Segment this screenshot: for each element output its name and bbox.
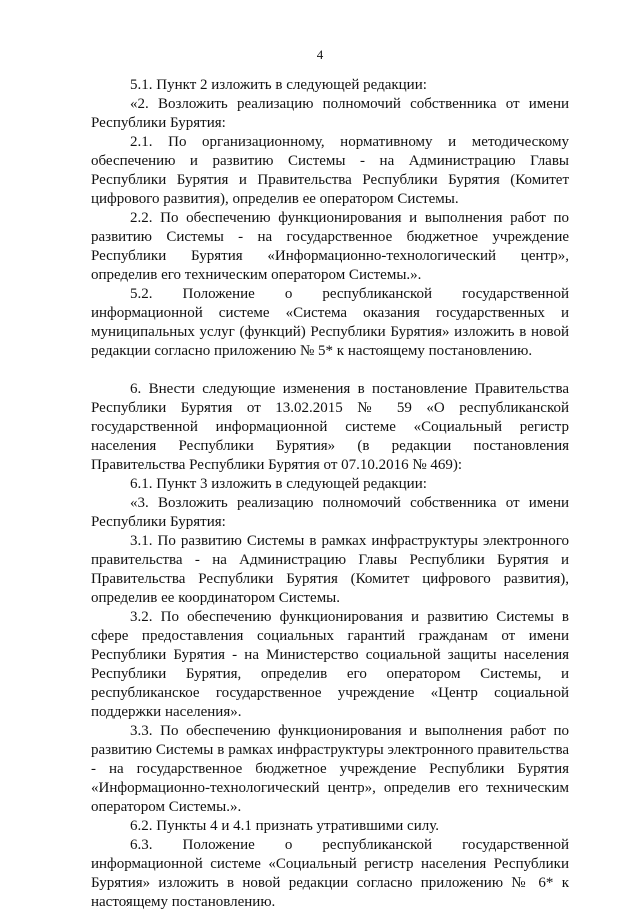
document-body xyxy=(91,76,569,912)
paragraph-5-1: 5.1. Пункт 2 изложить в следующей редакции: xyxy=(130,77,427,93)
paragraph-6-2: 6.2. Пункты 4 и 4.1 признать утратившими силу. xyxy=(130,818,439,834)
paragraph-3-3: 3.3. По обеспечению функционирования и выполнения работ по развитию Системы в рамках инфраструктуры электронного правительства - на государственное бюджетное учреждение Республики Бурятия «Информационно-технологический центр», определив его техническим оператором Системы.». xyxy=(91,723,569,815)
paragraph-6-1: 6.1. Пункт 3 изложить в следующей редакции: xyxy=(130,476,427,492)
paragraph-3-2: 3.2. По обеспечению функционирования и развитию Системы в сфере предоставления социальных гарантий гражданам от имени Республики Бурятия - на Министерство социальной защиты населения Республики Бурятия, определив его оператором Системы, и республиканское государственное учреждение «Центр социальной поддержки населения». xyxy=(91,609,569,720)
paragraph-2-intro: «2. Возложить реализацию полномочий собственника от имени Республики Бурятия: xyxy=(91,96,569,131)
paragraph-5-2: 5.2. Положение о республиканской государственной информационной системе «Система оказания государственных и муниципальных услуг (функций) Республики Бурятия» изложить в новой редакции согласно приложению № 5* к настоящему постановлению. xyxy=(91,286,569,359)
paragraph-2-2: 2.2. По обеспечению функционирования и выполнения работ по развитию Системы - на государственное бюджетное учреждение Республики Бурятия «Информационно-технологический центр», определив его техническим оператором Системы.». xyxy=(91,210,569,283)
paragraph-3-1: 3.1. По развитию Системы в рамках инфраструктуры электронного правительства - на Администрацию Главы Республики Бурятия и Правительства Республики Бурятия (Комитет цифрового развития), определив ее координатором Системы. xyxy=(91,533,569,606)
page-number: 4 xyxy=(316,47,324,62)
paragraph-3-intro: «3. Возложить реализацию полномочий собственника от имени Республики Бурятия: xyxy=(91,495,569,530)
paragraph-2-1: 2.1. По организационному, нормативному и методическому обеспечению и развитию Системы - на Администрацию Главы Республики Бурятия и Правительства Республики Бурятия (Комитет цифрового развития), определив ее оператором Системы. xyxy=(91,134,569,207)
paragraph-6: 6. Внести следующие изменения в постановление Правительства Республики Бурятия от 13.02.2015 № 59 «О республиканской государственной информационной системе «Социальный регистр населения Республики Бурятия» (в редакции постановления Правительства Республики Бурятия от 07.10.2016 № 469): xyxy=(91,381,569,473)
paragraph-6-3: 6.3. Положение о республиканской государственной информационной системе «Социальный регистр населения Республики Бурятия» изложить в новой редакции согласно приложению № 6* к настоящему постановлению. xyxy=(91,837,569,910)
